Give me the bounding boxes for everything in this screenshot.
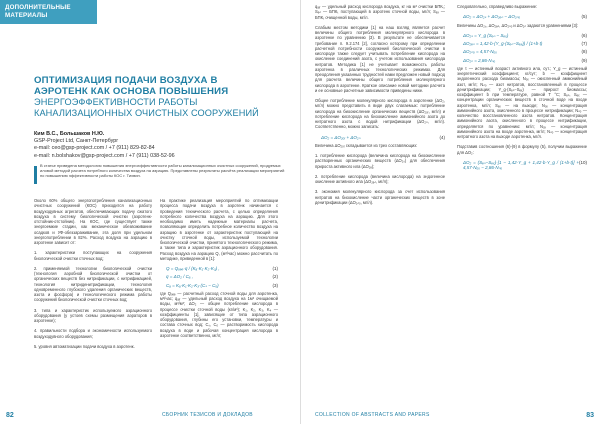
formula-2 xyxy=(166,274,278,279)
right-footer: COLLECTION OF ABSTRACTS AND PAPERS xyxy=(315,412,430,418)
col3-item-3: 3. экономия молекулярного кислорода за счет использования нитратов на биоокисление части органических веществ в зоне денитрификации (ΔO₂ₙₒ, мг/л). xyxy=(315,189,445,205)
formula-3 xyxy=(166,283,278,288)
formula-3-number: (3) xyxy=(272,282,278,288)
formula-9-expr: ΔO₂ₙ = 2,86·Nₙₒ xyxy=(463,57,496,63)
formula-5-number: (5) xyxy=(581,14,587,20)
column-2 xyxy=(160,198,278,343)
col2-paragraph-1: На практике реализация мероприятий по оптимизации процесса подачи воздуха в аэротенк начинается с проведения технического расчета, с целью определения потребного количества воздуха на аэрацию. Для этого необходимо иметь надежные материалы расчета, позволяющие определить потребное количество воздуха на аэрацию в аэротенке от характеристик поступающей на очистку сточной воды, используемой технологии биологической очистки, принятого технологического режима, а также типа и характеристик аэрационного оборудования. Расход воздуха на аэрацию Q, (м³/час) можно рассчитать по методике, приведенной в [1]: xyxy=(160,198,278,261)
column-3 xyxy=(315,4,445,210)
column-1 xyxy=(34,198,152,354)
col1-item-1: 1. характеристики поступающих на сооружения биологической очистки сточных вод; xyxy=(34,250,152,261)
section-tab: ДОПОЛНИТЕЛЬНЫЕ МАТЕРИАЛЫ xyxy=(0,0,97,24)
formula-8-number: (8) xyxy=(581,49,587,55)
formula-8 xyxy=(463,49,587,54)
formula-3-expr: Cₐ = Kₐ·K₁·K₂·K₃·(Cₛ − Cₒ) xyxy=(166,282,219,288)
formula-6 xyxy=(463,33,587,38)
title-regular: ЭНЕРГОЭФФЕКТИВНОСТИ РАБОТЫ КАНАЛИЗАЦИОННЫХ ОЧИСТНЫХ СООРУЖЕНИЙ xyxy=(34,97,259,118)
formula-4 xyxy=(321,135,445,140)
col3-paragraph-1: qₐᵢᵣ — удельный расход кислорода воздуха, кг на м³ очистки БПКₜ; Sₑₙ — БПКₜ поступающей в аэротенк сточной воды, мг/л; Sₑₓ — БПКₜ очищенной воды, мг/л. xyxy=(315,4,445,20)
column-4 xyxy=(457,4,587,173)
formula-7-expr: ΔO₂ₑₙ = 1,42·b·(Y_g·(Sₑₙ−Sₑₓ)) / (1+b·t) xyxy=(463,41,543,46)
formula-6-number: (6) xyxy=(581,32,587,38)
col4-paragraph-2: Величины ΔO₂ₛ, ΔO₂ₑₙ, ΔO₂ₙₒ и ΔO₂ₙ задаются уравнениями [3]: xyxy=(457,22,579,28)
col3-paragraph-3: Общее потребление молекулярного кислорода в аэротенке (ΔO₂, мг/л) можно представить в виде двух слагаемых: потребление кислорода на биоокисление органических веществ (ΔO₂ₒᵣ, мг/л) и потребление кислорода на биоокисление аммонийного азота до нитратного азота с водой нитрификации (ΔO₂ₙ, мг/л). Соответственно, можно записать: xyxy=(315,98,445,130)
formula-1-expr: Q = Qₒₑₑ·q / (Kₐ·K₁·K₂·K₃) , xyxy=(166,266,220,271)
formula-4-expr: ΔO₂ = ΔO₂ₒᵣ + ΔO₂ₙ xyxy=(321,134,361,140)
formula-5 xyxy=(463,14,587,19)
formula-9-number: (9) xyxy=(581,57,587,63)
abstract: В статье приведена методология повышения энергоэффективности работы канализационных очистных сооружений, продуемых иловой методой расчета потребного количества воздуха на аэрацию. Представлены результаты расчёта реализации мероприятий по повышению эффективности работы КОС г. Тихвин. xyxy=(40,163,285,178)
formula-8-expr: ΔO₂ₙₒ = 4,57·Nₒₓ xyxy=(463,49,497,55)
formula-9 xyxy=(463,58,587,63)
formula-4-number: (4) xyxy=(439,134,445,140)
col4-paragraph-4: Подставив соотношения (6)-(9) в формулу (5), получим выражение для ΔO₂: xyxy=(457,144,587,155)
left-footer: СБОРНИК ТЕЗИСОВ И ДОКЛАДОВ xyxy=(162,412,253,418)
col3-paragraph-2: Слабым местом методики [1] на наш взгляд является расчет величины общего потребления молекулярного кислорода в аэротенке по уравнению (3). В результате не обеспечивается требование п. 9.2.174 [2], согласно которому при определении расчетной потребности сооружений биологической очистки в кислороде также следует учитывать потребление кислорода на окисление соединений азота, с учетом использования кислорода нитратов. Методика [1] не учитывает возможность работы аэротенка в различных технологических режимах. Для преодоления указанных трудностей нами предложен новый подход для расчета величины общего потребления молекулярного кислорода в аэротенке. Краткое описание новой методики расчета и ее основные расчетные зависимости приведены ниже. xyxy=(315,24,445,93)
col2-paragraph-2: где Qₒₑₑ — расчетный расход сточной воды для аэротенка, м³/час; qₐᵢᵣ — удельный расход воздуха на 1м³ очищаемой воды, м³/м³; ΔO₂ — общее потребление кислорода в процессе очистки сточной воды (кг/м³); K₁, K₂, K₃, K₄ — коэффициенты [1], зависящие от типа аэрационного оборудования, глубины его установки, температуры и состава сточных вод; Cₛ, Cₒ — растворимость кислорода воздуха в воде и рабочая концентрация кислорода в аэротенке соответственно, мг/л; xyxy=(160,290,278,338)
article-title xyxy=(34,76,274,118)
company: GSP-Project Ltd, Санкт-Петербург xyxy=(34,138,119,145)
author-names: Ким В.С., Большаков Н.Ю. xyxy=(34,131,105,137)
col1-item-3: 3. типа и характеристик используемого аэрационного оборудования (у устоев схемы размещения аэраторов в аэротенке); xyxy=(34,307,152,323)
right-page-number: 83 xyxy=(586,412,594,419)
formula-10 xyxy=(463,160,587,171)
col1-item-2: 2. применяемой технологии биологической очистки (технология аэробной биологической очистки от органических веществ без нитрификации, с нитрификацией, технология нитриденитрификации, технология одновременного глубокого удаления органических веществ, азота и фосфора) и технологического режима работы сооружений биологической очистки сточных вод; xyxy=(34,265,152,303)
formula-10-expr: ΔO₂ = (Sₑₙ−Sₑₓ)·[1 − 1,42·Y_g + 1,42·b·Y_g / (1+b·t)] + 4,57·Nₒₓ − 2,86·Nₙₒ xyxy=(463,159,579,170)
formula-7-number: (7) xyxy=(581,41,587,46)
col3-item-1: 1. потребление кислорода (величина кислорода на биоокисление растворенных органических веществ (ΔO₂ₛ) для обеспечения прироста активного ила (ΔO₂ₑ); xyxy=(315,153,445,169)
col3-paragraph-4: Величина ΔO₂ₒᵣ складывается из трех составляющих: xyxy=(315,142,418,148)
formula-7 xyxy=(463,41,587,46)
col1-item-4: 4. правильности подбора и экономичности используемого воздуходувного оборудования; xyxy=(34,328,152,339)
title-bold: ОПТИМИЗАЦИЯ ПОДАЧИ ВОЗДУХА В АЭРОТЕНК КАК ОСНОВА ПОВЫШЕНИЯ xyxy=(34,75,229,97)
formula-5-expr: ΔO₂ = ΔO₂ₛ + ΔO₂ₑₙ − ΔO₂ₙₒ xyxy=(463,14,521,20)
right-page xyxy=(300,0,600,424)
formula-10-number: (10) xyxy=(578,159,587,165)
col1-item-5: 5. уровня автоматизации подачи воздуха в аэротенк. xyxy=(34,343,135,349)
formula-2-expr: q = ΔO₂ / Cₐ , xyxy=(166,274,193,280)
col3-item-2: 2. потребление кислорода (величина кислорода) на эндогенное окисление активного ила (ΔO₂ₑₙ, мг/л); xyxy=(315,173,445,184)
col4-paragraph-1: Следовательно, справедливо выражение: xyxy=(457,4,538,9)
formula-2-number: (2) xyxy=(272,274,278,280)
email-1[interactable]: e-mail: ceo@gsp-project.com / +7 (911) 829-82-84 xyxy=(34,145,155,152)
email-2[interactable]: e-mail: n.bolshakov@gsp-project.com / +7 (911) 038-52-96 xyxy=(34,152,175,159)
authors-block xyxy=(34,131,274,160)
formula-6-expr: ΔO₂ₛ = Y_g (Sₑₙ − Sₑₓ) xyxy=(463,32,509,38)
col1-paragraph: Около 60% общего энергопотребления канализационных очистных сооружений (КОС) приходится на работу воздуходувных агрегатов, обеспечивающих подачу сжатого воздуха в систему биологической очистки (аэротенк-отстойник-отстойник). На КОС, где существует также энергоемкие стадии, как механическое обезвоживание осадков и УФ-обеззараживание, эта доля при удельном энергопотреблении в 82%. Расход воздуха на аэрацию в аэротенке зависит от: xyxy=(34,198,152,245)
left-page-number: 82 xyxy=(6,412,14,419)
col4-paragraph-3: где τ — истинный возраст активного ила, сут.; Y_g — истинный энергетический коэффициент, кг/сут; b — коэффициент эндогенного расхода биомассы; Nₒₓ — окисленный аммонийный азот, мг/л; Nₙₒ — азот нитратов, восстановленный в процессе денитрификации; Y_g·(Sₑₙ−Sₑₓ) — прирост биомассы; коэффициент b при температуре, равной Т °C; Sₑₙ, Sₑₓ — концентрации органических веществ в сточной воде на входе аэротенка, мг/л; Sₑₓ — на выходе; Nₒₓ — концентрация аммонийного азота, окисленного в процессе нитрификации; Nₙₒ — количество восстановленного азота нитратов. Концентрация аммонийного азота, окисленного в процессе нитрификации, определяется по уравнению: мг/л; Nₒₓ — концентрация аммонийного азота на входе аэротенка, мг/л; Nₙₒ — концентрация нитратного азота на выходе аэротенка, мг/л. xyxy=(457,65,587,139)
formula-1-number: (1) xyxy=(272,266,278,271)
abstract-marker xyxy=(34,166,37,184)
formula-1 xyxy=(166,266,278,271)
